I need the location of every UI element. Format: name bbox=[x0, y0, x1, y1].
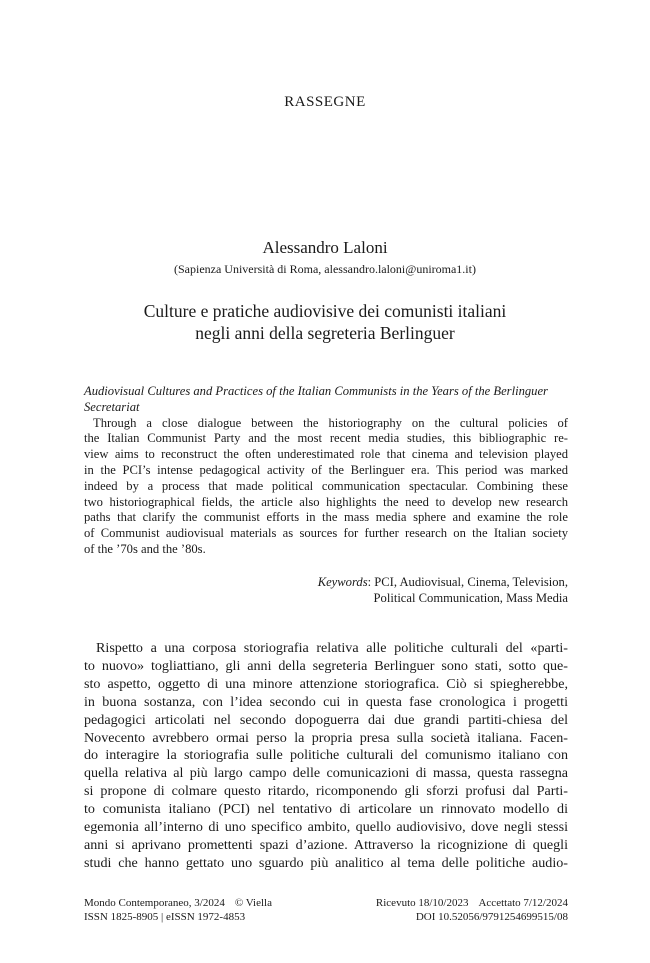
abstract-title bbox=[84, 384, 568, 416]
body-line: anni si aprivano promettenti spazi d’azione. Attraverso la ricognizione di quegli bbox=[84, 836, 568, 853]
body-line: to comunista italiano (PCI) nel tentativo di articolare un rinnovato modello di bbox=[84, 801, 568, 818]
footer-journal-line bbox=[84, 896, 272, 910]
abstract-line: paths that clarify the communist efforts in the mass media sphere and examine the role bbox=[84, 510, 568, 525]
body-line: egemonia all’interno di uno specifico ambito, quello audiovisivo, dove negli stessi bbox=[84, 819, 568, 836]
journal-name: Mondo Contemporaneo, 3/2024 bbox=[84, 897, 225, 909]
accepted-date: Accettato 7/12/2024 bbox=[478, 897, 568, 909]
body-line: to nuovo» togliattiano, gli anni della segreteria Berlinguer sono stati, sotto que- bbox=[84, 657, 568, 674]
body-line: studi che hanno gettato uno sguardo più analitico al tema delle politiche audio- bbox=[84, 854, 568, 871]
abstract-line: view aims to reconstruct the often underestimated role that cinema and television played bbox=[84, 447, 568, 462]
body-line: sto aspetto, oggetto di una minore attenzione storiografica. Ciò si spiegherebbe, bbox=[84, 675, 568, 692]
body-line: si propone di colmare questo ritardo, ricomponendo gli sforzi profusi dal Parti- bbox=[84, 783, 568, 800]
body-line: in buona sostanza, con l’idea secondo cui in questa fase cronologica i progetti bbox=[84, 693, 568, 710]
abstract-line: in the PCI’s intense pedagogical activity of the Berlinguer era. This period was marked bbox=[84, 462, 568, 477]
author-name: Alessandro Laloni bbox=[262, 238, 388, 257]
abstract-line: Through a close dialogue between the historiography on the cultural policies of bbox=[93, 415, 568, 430]
keywords-line bbox=[84, 574, 568, 590]
footer-left bbox=[84, 896, 272, 924]
body-paragraph bbox=[84, 640, 568, 873]
article-title-line: Culture e pratiche audiovisive dei comunisti italiani bbox=[143, 301, 507, 321]
body-line: Novecento avrebbero ormai perso la propria presa sulla società italiana. Facen- bbox=[84, 729, 568, 746]
doi: DOI 10.52056/9791254699515/08 bbox=[415, 911, 568, 923]
abstract-line: of the ’70s and the ’80s. bbox=[84, 541, 206, 556]
keywords-values-2: Political Communication, Mass Media bbox=[373, 591, 568, 605]
body-line: pedagogici articolati nel secondo dopoguerra dai due grandi partiti-chiesa del bbox=[84, 711, 568, 728]
body-line: quella relativa al più largo campo delle comunicazioni di massa, questa rassegna bbox=[84, 765, 568, 782]
abstract-body bbox=[84, 416, 568, 558]
footer-dates-line bbox=[376, 896, 568, 910]
received-date: Ricevuto 18/10/2023 bbox=[375, 897, 469, 909]
footer-right bbox=[376, 896, 568, 924]
body-line: do interagire la storiografia sulle politiche culturali del comunismo italiano con bbox=[84, 747, 568, 764]
abstract-title-line: Secretariat bbox=[84, 399, 140, 414]
section-label: RASSEGNE bbox=[284, 94, 366, 110]
abstract-line: two historiographical fields, the article also highlights the need to develop new research bbox=[84, 494, 568, 509]
abstract-line: indeed by a process that made political communication spectacular. Combining these bbox=[84, 478, 568, 493]
publisher: © Viella bbox=[234, 897, 272, 909]
keywords-values-1: : PCI, Audiovisual, Cinema, Television, bbox=[367, 575, 568, 589]
abstract-line: of Communist audiovisual materials as sources for further research on the Italian society bbox=[84, 526, 568, 541]
issn: ISSN 1825-8905 | eISSN 1972-4853 bbox=[84, 911, 246, 923]
body-line: Rispetto a una corposa storiografia relativa alle politiche culturali del «parti- bbox=[96, 640, 568, 656]
author-affiliation: (Sapienza Università di Roma, alessandro.laloni@uniroma1.it) bbox=[174, 262, 476, 276]
article-title bbox=[60, 300, 590, 344]
keywords bbox=[84, 574, 568, 606]
abstract-title-line: Audiovisual Cultures and Practices of the Italian Communists in the Years of the Berlinguer bbox=[84, 384, 548, 398]
keywords-label: Keywords bbox=[317, 575, 368, 589]
abstract bbox=[84, 384, 568, 558]
article-title-line: negli anni della segreteria Berlinguer bbox=[195, 323, 455, 343]
abstract-line: the Italian Communist Party and the most recent media studies, this bibliographic re- bbox=[84, 431, 568, 446]
